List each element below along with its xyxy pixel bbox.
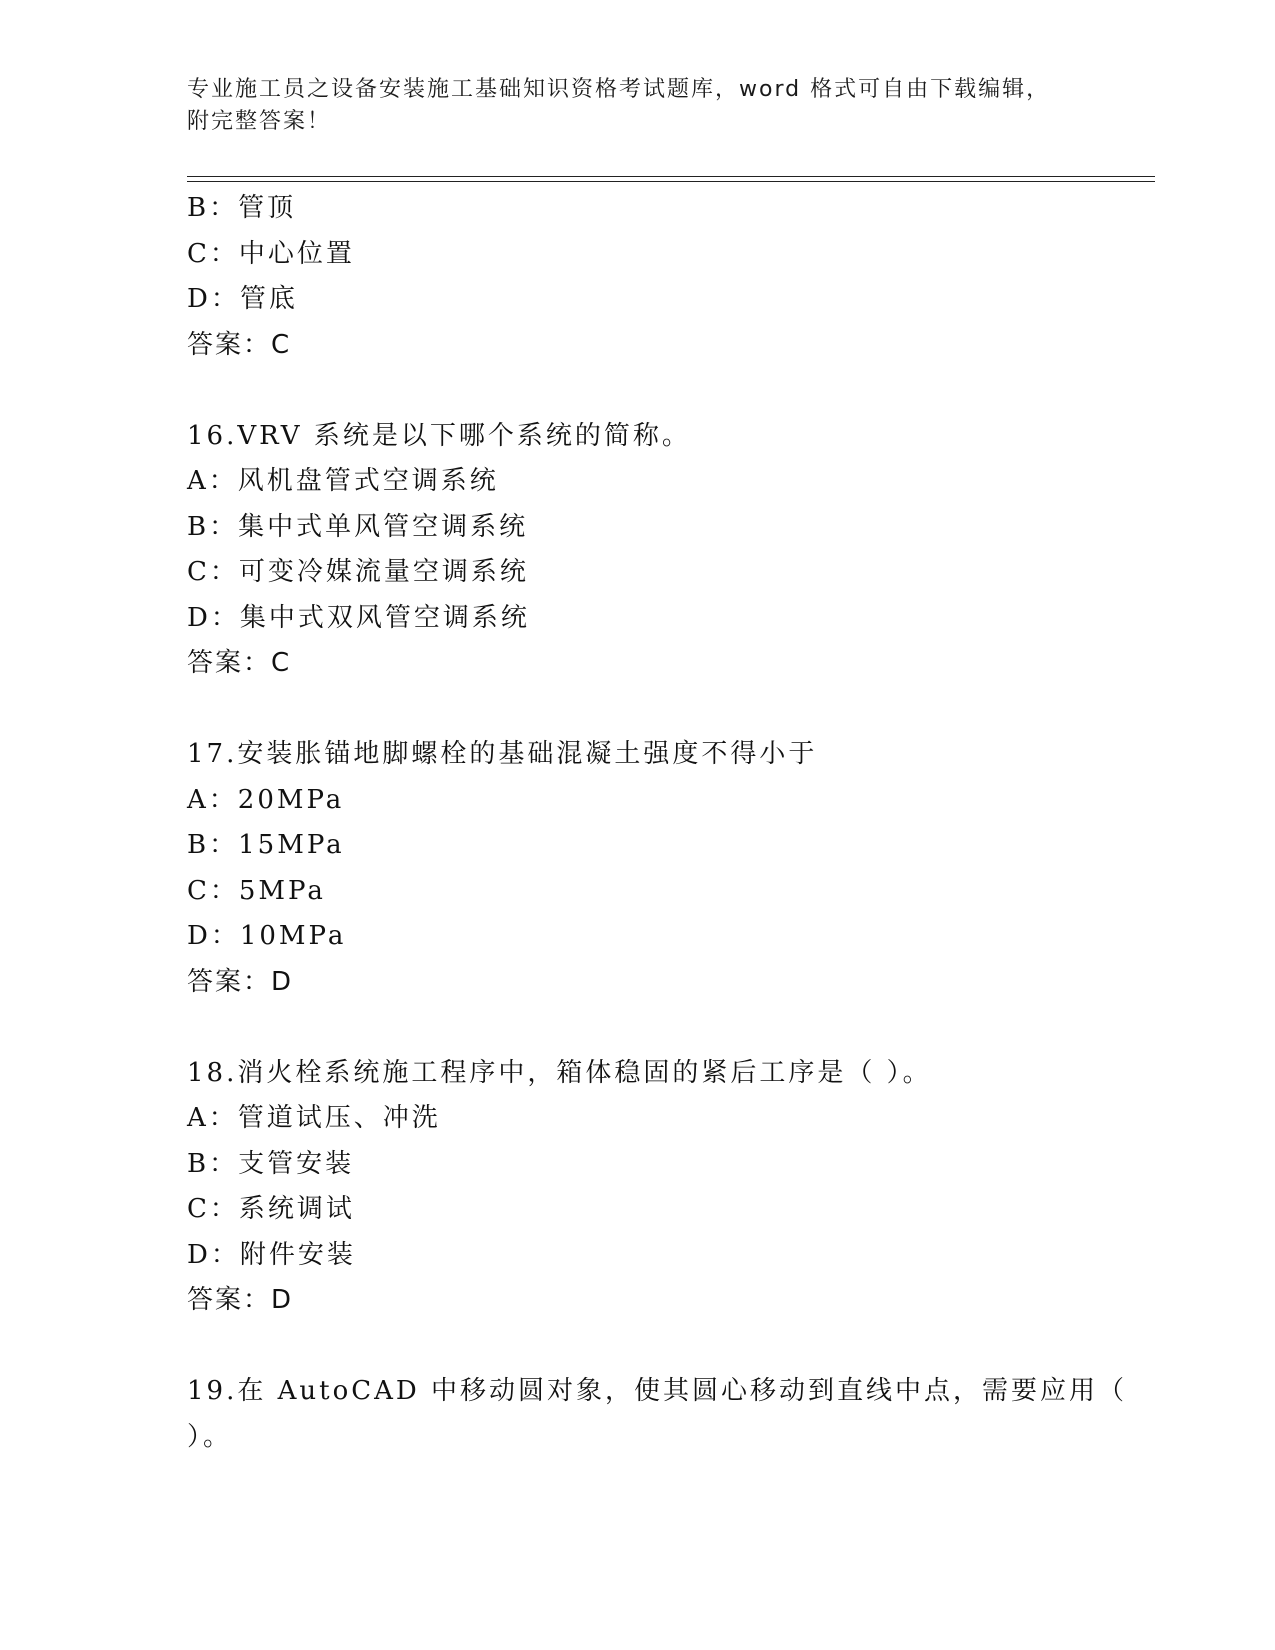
spacer [187, 368, 1155, 414]
spacer [187, 1005, 1155, 1051]
q18-question: 18.消火栓系统施工程序中，箱体稳固的紧后工序是（ ）。 [187, 1057, 932, 1088]
q18-option-a: A：管道试压、冲洗 [187, 1103, 441, 1133]
q15-answer: 答案：C [187, 329, 292, 360]
question-17 [187, 732, 1155, 1005]
q19-question-line-1: 19.在 AutoCAD 中移动圆对象，使其圆心移动到直线中点，需要应用（ [187, 1376, 1128, 1406]
header-divider-top [187, 176, 1155, 177]
q17-answer: 答案：D [187, 966, 294, 997]
q18-answer: 答案：D [187, 1285, 294, 1315]
question-19 [187, 1369, 1155, 1460]
q17-option-a: A：20MPa [187, 784, 345, 815]
q16-option-d: D：集中式双风管空调系统 [187, 602, 530, 633]
document-header [187, 74, 1087, 138]
q16-option-a: A：风机盘管式空调系统 [187, 466, 499, 496]
q15-option-b: B：管顶 [187, 193, 297, 223]
q17-option-b: B：15MPa [187, 830, 345, 860]
q17-option-d: D：10MPa [187, 921, 347, 951]
header-line-2: 附完整答案！ [187, 109, 332, 134]
spacer [187, 687, 1155, 733]
q17-option-c: C：5MPa [187, 875, 326, 906]
q18-option-b: B：支管安装 [187, 1148, 355, 1179]
q16-question: 16.VRV 系统是以下哪个系统的简称。 [187, 420, 691, 451]
question-15 [187, 186, 1155, 368]
q16-option-b: B：集中式单风管空调系统 [187, 511, 529, 542]
q18-option-d: D：附件安装 [187, 1239, 356, 1270]
q15-option-c: C：中心位置 [187, 238, 355, 269]
header-line-1: 专业施工员之设备安装施工基础知识资格考试题库，word 格式可自由下载编辑， [187, 77, 1051, 102]
q17-question: 17.安装胀锚地脚螺栓的基础混凝土强度不得小于 [187, 739, 818, 769]
q15-option-d: D：管底 [187, 284, 298, 314]
q18-option-c: C：系统调试 [187, 1194, 355, 1224]
question-18 [187, 1051, 1155, 1324]
q19-question-line-2: ）。 [187, 1421, 233, 1452]
spacer [187, 1324, 1155, 1370]
q16-answer: 答案：C [187, 648, 292, 678]
question-16 [187, 414, 1155, 687]
question-list [187, 186, 1155, 1460]
q16-option-c: C：可变冷媒流量空调系统 [187, 557, 529, 587]
header-divider-bottom [187, 181, 1155, 182]
